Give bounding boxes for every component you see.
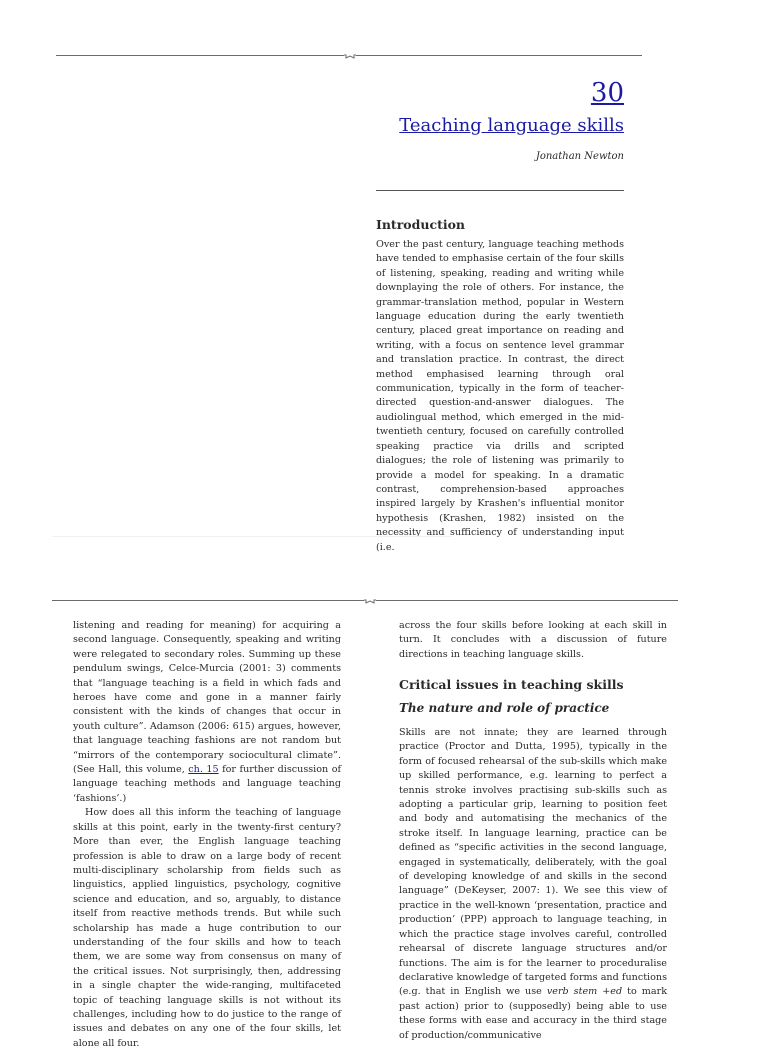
chapter-15-link[interactable]: ch. 15 — [188, 764, 219, 776]
introduction-heading: Introduction — [376, 217, 466, 232]
chapter-number[interactable]: 30 — [590, 78, 624, 108]
right-column-body — [399, 726, 667, 1043]
left-paragraph-1 — [73, 619, 341, 806]
practice-text: Skills are not innate; they are learned through practice (Proctor and Dutta, 1995), typically in the form of focused rehearsal of the sub-skills which make up skilled performance, e.g. learning to perfect a tennis stroke involves practising sub-skills such as adopting a particular grip, learning to position feet and body and automatising the mechanics of the stroke itself. In language learning, practice can be defined as “specific activities in the second language, engaged in systematically, deliberately, with the goal of developing knowledge of and skills in the second language” (DeKeyser, 2007: 1). We see this view of practice in the well-known ‘presentation, practice and production’ (PPP) approach to language teaching, in which the practice stage involves careful, controlled rehearsal of discrete language structures and/or functions. The aim is for the learner to proceduralise declarative knowledge of targeted forms and functions (e.g. that in English we use — [399, 727, 667, 998]
introduction-text: Over the past century, language teaching methods have tended to emphasise certain of the four skills of listening, speaking, reading and writing while downplaying the role of others. For instance, the grammar-translation method, popular in Western language education during the early twentieth century, placed great importance on reading and writing, with a focus on sentence level grammar and translation practice. In contrast, the direct method emphasised learning through oral communication, typically in the form of teacher-directed question-and-answer dialogues. The audiolingual method, which emerged in the mid-twentieth century, focused on carefully controlled speaking practice via drills and scripted dialogues; the role of listening was primarily to provide a model for speaking. In a dramatic contrast, comprehension-based approaches inspired largely by Krashen's influential monitor hypothesis (Krashen, 1982) insisted on the necessity and sufficiency of understanding input (i.e. — [376, 239, 624, 553]
left-column — [73, 619, 341, 1051]
practice-subheading: The nature and role of practice — [399, 701, 610, 715]
left-paragraph-1-tail: for further discussion of language teaching methods and language teaching ‘fashions’.) — [73, 764, 342, 804]
right-column-intro — [399, 619, 667, 662]
chapter-title[interactable]: Teaching language skills — [399, 115, 624, 136]
practice-text-tail: to mark past action) prior to (supposedly) being able to use these forms with ease and accuracy in the third stage of production/communicative — [399, 986, 668, 1041]
practice-paragraph — [399, 726, 667, 1043]
verb-stem-ed-emphasis: verb stem +ed — [546, 986, 623, 998]
left-paragraph-2: How does all this inform the teaching of language skills at this point, early in the twenty-first century? More than ever, the English language teaching profession is able to draw on a large body of recent multi-disciplinary scholarship from fields such as linguistics, applied linguistics, psychology, cognitive science and education, and so, arguably, to distance itself from reactive methods trends. But while such scholarship has made a huge contribution to our understanding of the four skills and how to teach them, we are some way from consensus on many of the critical issues. Not surprisingly, then, addressing in a single chapter the wide-ranging, multifaceted topic of teaching language skills is not without its challenges, including how to do justice to the range of issues and debates on any one of the four skills, let alone all four. — [73, 807, 341, 1049]
title-divider — [376, 190, 624, 191]
critical-issues-heading: Critical issues in teaching skills — [399, 677, 624, 692]
right-intro-text: across the four skills before looking at each skill in turn. It concludes with a discussion of future directions in teaching language skills. — [399, 620, 667, 660]
page-separator — [52, 536, 452, 537]
left-paragraph-1-text: listening and reading for meaning) for acquiring a second language. Consequently, speaking and writing were relegated to secondary roles. Summing up these pendulum swings, Celce-Murcia (2001: 3) comments that “language teaching is a field in which fads and heroes have come and gone in a manner fairly consistent with the kinds of changes that occur in youth culture”. Adamson (2006: 615) argues, however, that language teaching fashions are not random but “mirrors of the contemporary sociocultural climate”. (See Hall, this volume, — [73, 620, 341, 776]
page-notch-icon — [364, 597, 376, 604]
introduction-paragraph — [376, 238, 624, 555]
chapter-author: Jonathan Newton — [535, 151, 624, 162]
page-notch-icon — [344, 52, 356, 59]
